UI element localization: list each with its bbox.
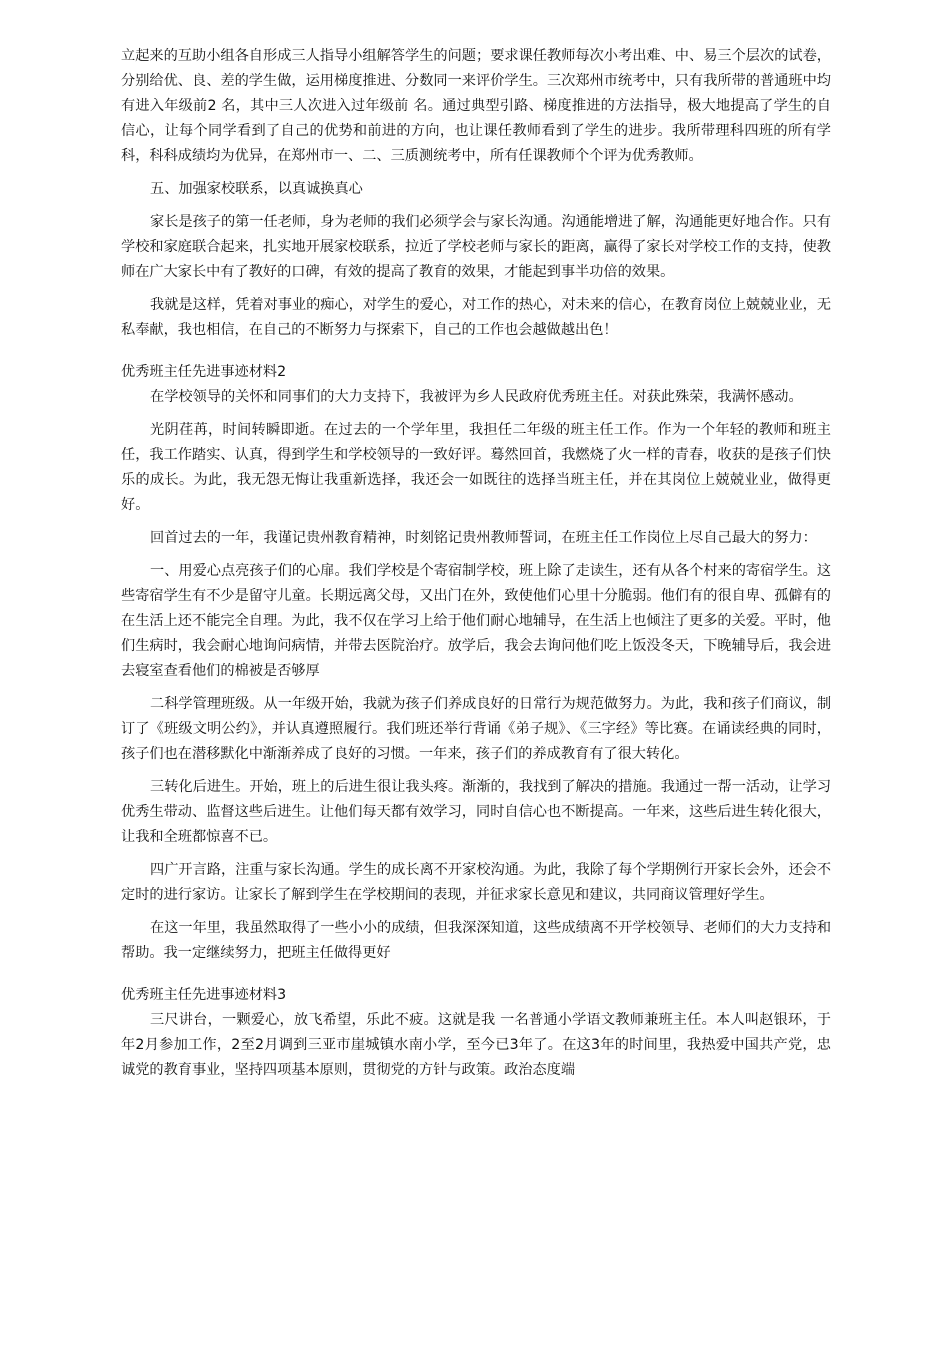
paragraph: 四广开言路，注重与家长沟通。学生的成长离不开家校沟通。为此，我除了每个学期例行开家长会外，还会不定时的进行家访。让家长了解到学生在学校期间的表现，并征求家长意见和建议，共同商议管理好学生。	[121, 862, 832, 903]
section-heading: 五、加强家校联系，以真诚换真心	[150, 181, 363, 197]
paragraph: 一、用爱心点亮孩子们的心扉。我们学校是个寄宿制学校，班上除了走读生，还有从各个村来的寄宿学生。这些寄宿学生有不少是留守儿童。长期远离父母，又出门在外，致使他们心里十分脆弱。他们有的很自卑、孤僻有的在生活上还不能完全自理。为此，我不仅在学习上给于他们耐心地辅导，在生活上也倾注了更多的关爱。平时，他们生病时，我会耐心地询问病情，并带去医院治疗。放学后，我会去询问他们吃上饭没冬天，下晚辅导后，我会进去寝室查看他们的棉被是否够厚	[121, 563, 832, 679]
paragraph: 在学校领导的关怀和同事们的大力支持下，我被评为乡人民政府优秀班主任。对获此殊荣，我满怀感动。	[150, 389, 803, 405]
document-title-2: 优秀班主任先进事迹材料2	[121, 364, 287, 380]
paragraph: 回首过去的一年，我谨记贵州教育精神，时刻铭记贵州教师誓词，在班主任工作岗位上尽自己最大的努力：	[150, 530, 817, 546]
paragraph: 我就是这样，凭着对事业的痴心，对学生的爱心，对工作的热心，对未来的信心，在教育岗位上兢兢业业，无私奉献，我也相信，在自己的不断努力与探索下，自己的工作也会越做越出色！	[121, 297, 832, 338]
paragraph: 三转化后进生。开始，班上的后进生很让我头疼。渐渐的，我找到了解决的措施。我通过一帮一活动，让学习优秀生带动、监督这些后进生。让他们每天都有效学习，同时自信心也不断提高。一年来，这些后进生转化很大，让我和全班都惊喜不已。	[121, 779, 832, 845]
document-title-3: 优秀班主任先进事迹材料3	[121, 987, 287, 1003]
document-page	[121, 44, 831, 1083]
paragraph: 二科学管理班级。从一年级开始，我就为孩子们养成良好的日常行为规范做努力。为此，我和孩子们商议，制订了《班级文明公约》，并认真遵照履行。我们班还举行背诵《弟子规》、《三字经》等比赛。在诵读经典的同时，孩子们也在潜移默化中渐渐养成了良好的习惯。一年来，孩子们的养成教育有了很大转化。	[121, 696, 832, 762]
paragraph: 家长是孩子的第一任老师，身为老师的我们必须学会与家长沟通。沟通能增进了解，沟通能更好地合作。只有学校和家庭联合起来，扎实地开展家校联系，拉近了学校老师与家长的距离，赢得了家长对学校工作的支持，使教师在广大家长中有了教好的口碑，有效的提高了教育的效果，才能起到事半功倍的效果。	[121, 214, 832, 280]
paragraph: 光阴荏苒，时间转瞬即逝。在过去的一个学年里，我担任二年级的班主任工作。作为一个年轻的教师和班主任，我工作踏实、认真，得到学生和学校领导的一致好评。蓦然回首，我燃烧了火一样的青春，收获的是孩子们快乐的成长。为此，我无怨无悔让我重新选择，我还会一如既往的选择当班主任，并在其岗位上兢兢业业，做得更好。	[121, 422, 831, 513]
paragraph: 立起来的互助小组各自形成三人指导小组解答学生的问题；要求课任教师每次小考出难、中、易三个层次的试卷，分别给优、良、差的学生做，运用梯度推进、分数同一来评价学生。三次郑州市统考中，只有我所带的普通班中均有进入年级前2 名，其中三人次进入过年级前 名。通过典型引路、梯度推进的方法指导，极大地提高了学生的自信心，让每个同学看到了自己的优势和前进的方向，也让课任教师看到了学生的进步。我所带理科四班的所有学科，科科成绩均为优异，在郑州市一、二、三质测统考中，所有任课教师个个评为优秀教师。	[121, 48, 831, 164]
paragraph: 在这一年里，我虽然取得了一些小小的成绩，但我深深知道，这些成绩离不开学校领导、老师们的大力支持和帮助。我一定继续努力，把班主任做得更好	[121, 920, 832, 961]
paragraph: 三尺讲台，一颗爱心，放飞希望，乐此不疲。这就是我 一名普通小学语文教师兼班主任。本人叫赵银环，于年2月参加工作，2至2月调到三亚市崖城镇水南小学，至今已3年了。在这3年的时间里，我热爱中国共产党，忠诚党的教育事业，坚持四项基本原则，贯彻党的方针与政策。政治态度端	[121, 1012, 831, 1078]
